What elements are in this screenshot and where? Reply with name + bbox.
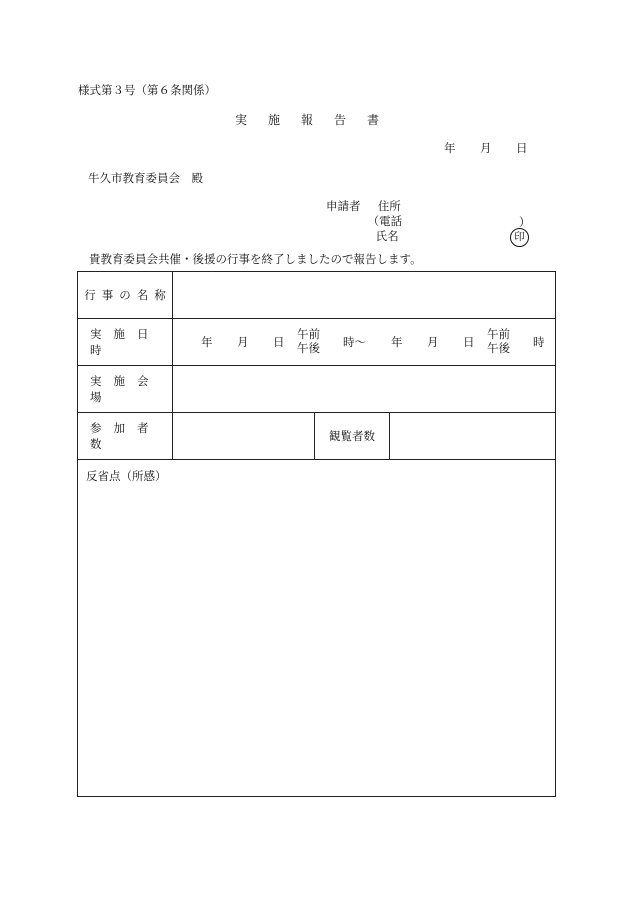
event-name-row <box>78 272 555 319</box>
venue-field[interactable] <box>173 366 555 412</box>
datetime-label-cell <box>78 319 173 365</box>
start-day-label: 日 <box>273 335 285 349</box>
reflection-label: 反省点（所感） <box>86 469 167 483</box>
venue-label-cell <box>78 366 173 412</box>
participants-label: 参加者数 <box>90 421 161 451</box>
applicant-phone-row <box>326 214 402 229</box>
datetime-row <box>78 319 555 366</box>
name-label: 氏名 <box>375 229 399 243</box>
venue-label: 実施会場 <box>90 374 161 404</box>
datetime-label: 実施日時 <box>90 327 161 357</box>
date-day-label: 日 <box>516 141 528 155</box>
attendance-row <box>78 413 555 460</box>
end-am-label: 午前 <box>487 327 510 341</box>
phone-label: （電話 <box>367 214 403 228</box>
date-year-label: 年 <box>444 141 456 155</box>
applicant-block <box>326 199 402 244</box>
end-year-label: 年 <box>391 335 403 349</box>
report-statement <box>89 251 422 267</box>
datetime-field[interactable] <box>173 319 555 365</box>
seal-mark: 印 <box>510 228 529 247</box>
viewers-label: 観覧者数 <box>329 429 375 443</box>
end-pm-label: 午後 <box>487 341 510 355</box>
hour-to-label: 時 <box>533 335 545 349</box>
participants-field[interactable] <box>173 413 315 459</box>
viewers-label-cell <box>315 413 390 459</box>
applicant-label: 申請者 <box>326 199 361 213</box>
applicant-name-row <box>326 229 402 244</box>
end-day-label: 日 <box>463 335 475 349</box>
start-year-label: 年 <box>201 335 213 349</box>
statement-text: 貴教育委員会共催・後援の行事を終了しましたので報告します。 <box>89 252 422 266</box>
phone-close-paren: ） <box>519 215 531 229</box>
event-name-label: 行事の名称 <box>84 288 172 302</box>
viewers-field[interactable] <box>390 413 555 459</box>
applicant-address-row <box>326 199 402 214</box>
venue-row <box>78 366 555 413</box>
report-form-table <box>77 271 556 797</box>
event-name-label-cell <box>78 272 173 318</box>
event-name-field[interactable] <box>173 272 555 318</box>
address-label: 住所 <box>377 199 401 213</box>
participants-label-cell <box>78 413 173 459</box>
start-month-label: 月 <box>237 335 249 349</box>
start-am-label: 午前 <box>297 327 320 341</box>
start-pm-label: 午後 <box>297 341 320 355</box>
end-month-label: 月 <box>427 335 439 349</box>
form-number: 様式第３号（第６条関係） <box>78 83 216 97</box>
date-month-label: 月 <box>480 141 492 155</box>
document-title: 実施報告書 <box>235 113 401 127</box>
hour-from-label: 時～ <box>343 335 366 349</box>
start-ampm <box>297 327 320 355</box>
end-ampm <box>487 327 510 355</box>
addressee: 牛久市教育委員会 殿 <box>88 171 203 185</box>
